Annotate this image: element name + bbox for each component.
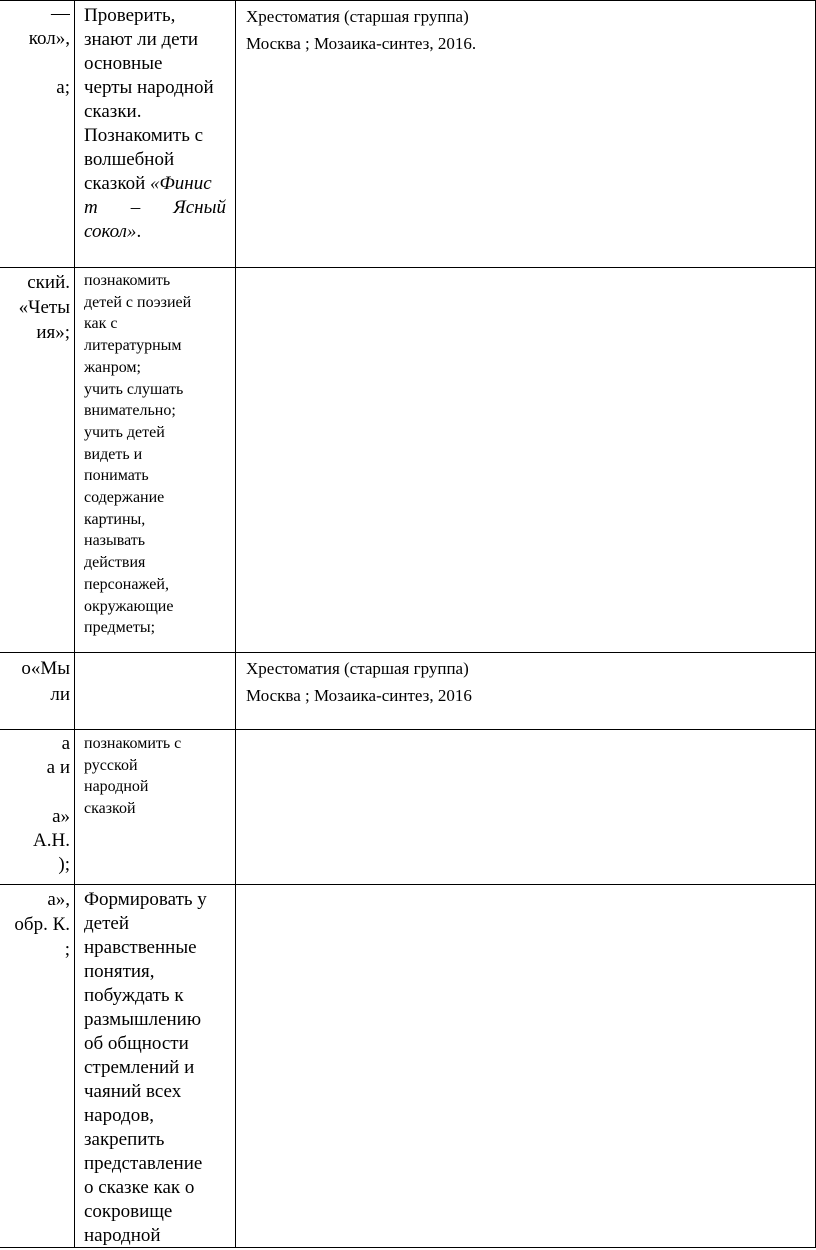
cell-line: основные bbox=[84, 53, 163, 74]
cell-line: об общности bbox=[84, 1033, 189, 1054]
cell-line: народной bbox=[84, 778, 149, 796]
cell-line: литературным bbox=[84, 337, 182, 355]
cell-line: окружающие bbox=[84, 597, 174, 615]
cell-line bbox=[0, 51, 70, 76]
cell-line: внимательно; bbox=[84, 402, 176, 420]
cell-line: персонажей, bbox=[84, 575, 169, 593]
cell-line: сказки. bbox=[84, 101, 142, 122]
cell-line bbox=[84, 196, 226, 220]
cell-line: нравственные bbox=[84, 937, 197, 958]
cell-line: о сказке как о bbox=[84, 1177, 195, 1198]
cell-line: познакомить bbox=[84, 272, 171, 289]
cell-line: познакомить с bbox=[84, 735, 182, 752]
cell-line: учить детей bbox=[84, 423, 165, 441]
cell-line: народов, bbox=[84, 1105, 154, 1126]
cell-line: — bbox=[51, 3, 70, 24]
cell-line: учить слушать bbox=[84, 380, 184, 398]
cell-line: видеть и bbox=[84, 445, 143, 463]
cell-line: а и bbox=[46, 757, 70, 779]
cell-line bbox=[84, 172, 226, 196]
row3-title-cell bbox=[0, 656, 70, 708]
cell-line: обр. К. bbox=[14, 914, 70, 935]
cell-line: волшебной bbox=[84, 149, 175, 170]
cell-line: представление bbox=[84, 1153, 203, 1174]
title-fragment: Ясный bbox=[173, 197, 226, 218]
cell-line bbox=[84, 220, 226, 244]
cell-line: а», bbox=[47, 889, 70, 910]
cell-line: Проверить, bbox=[84, 5, 176, 26]
title-fragment: сокол» bbox=[84, 221, 137, 242]
cell-line: ский. bbox=[27, 272, 70, 293]
cell-line: кол», bbox=[28, 27, 70, 49]
cell-line: называть bbox=[84, 532, 146, 550]
cell-line: понимать bbox=[84, 467, 149, 485]
cell-line: ли bbox=[50, 684, 70, 705]
cell-line bbox=[0, 781, 70, 805]
row-divider bbox=[0, 267, 816, 268]
cell-line: черты народной bbox=[84, 77, 214, 98]
title-fragment: т bbox=[84, 197, 98, 218]
cell-line: детей с поэзией bbox=[84, 293, 192, 311]
source-publisher: Москва ; Мозаика-синтез, 2016 bbox=[246, 686, 472, 705]
row-divider bbox=[0, 729, 816, 730]
cell-line: стремлений и bbox=[84, 1057, 195, 1078]
title-fragment: – bbox=[130, 197, 141, 218]
cell-line: Познакомить с bbox=[84, 125, 204, 146]
row2-title-cell bbox=[0, 270, 70, 345]
table-border-top bbox=[0, 0, 816, 1]
cell-line: картины, bbox=[84, 510, 146, 528]
source-title: Хрестоматия (старшая группа) bbox=[246, 7, 469, 26]
cell-line: действия bbox=[84, 554, 146, 572]
cell-line: ; bbox=[64, 939, 70, 960]
row1-goal-cell bbox=[84, 4, 226, 244]
cell-line: а bbox=[61, 733, 70, 754]
cell-line: побуждать к bbox=[84, 985, 184, 1006]
cell-line: чаяний всех bbox=[84, 1081, 182, 1102]
source-publisher: Москва ; Мозаика-синтез, 2016. bbox=[246, 34, 477, 53]
cell-line: содержание bbox=[84, 489, 165, 507]
cell-line: как с bbox=[84, 315, 118, 333]
row2-goal-cell bbox=[84, 270, 226, 639]
fairy-tale-title: «Финис bbox=[150, 173, 212, 194]
row1-source-cell bbox=[246, 3, 806, 57]
cell-line: ия»; bbox=[36, 322, 70, 343]
cell-line: а» bbox=[52, 805, 70, 827]
cell-line: размышлению bbox=[84, 1009, 202, 1030]
column-divider bbox=[235, 0, 236, 1248]
source-title: Хрестоматия (старшая группа) bbox=[246, 659, 469, 678]
column-divider bbox=[74, 0, 75, 1248]
row-divider bbox=[0, 652, 816, 653]
cell-line: А.Н. bbox=[33, 830, 70, 852]
row5-title-cell bbox=[0, 887, 70, 962]
cell-line: а; bbox=[56, 76, 70, 98]
cell-line: сокровище bbox=[84, 1201, 173, 1222]
row1-title-cell bbox=[0, 2, 70, 100]
cell-line: русской bbox=[84, 756, 138, 774]
cell-line: народной bbox=[84, 1225, 161, 1246]
cell-line: закрепить bbox=[84, 1129, 165, 1150]
cell-line: Формировать у bbox=[84, 889, 207, 910]
cell-line: знают ли дети bbox=[84, 29, 199, 50]
cell-line: о«Мы bbox=[21, 658, 70, 679]
cell-line: детей bbox=[84, 913, 130, 934]
text-plain: . bbox=[136, 221, 142, 242]
cell-line: понятия, bbox=[84, 961, 155, 982]
cell-line: ); bbox=[58, 854, 70, 876]
cell-line: предметы; bbox=[84, 619, 156, 637]
cell-line: жанром; bbox=[84, 358, 141, 376]
row4-title-cell bbox=[0, 732, 70, 878]
row3-source-cell bbox=[246, 655, 806, 709]
cell-line: сказкой bbox=[84, 800, 136, 818]
row-divider bbox=[0, 884, 816, 885]
row5-goal-cell bbox=[84, 888, 226, 1248]
text-plain: сказкой bbox=[84, 173, 150, 194]
row4-goal-cell bbox=[84, 733, 226, 820]
cell-line: «Четы bbox=[18, 297, 70, 318]
